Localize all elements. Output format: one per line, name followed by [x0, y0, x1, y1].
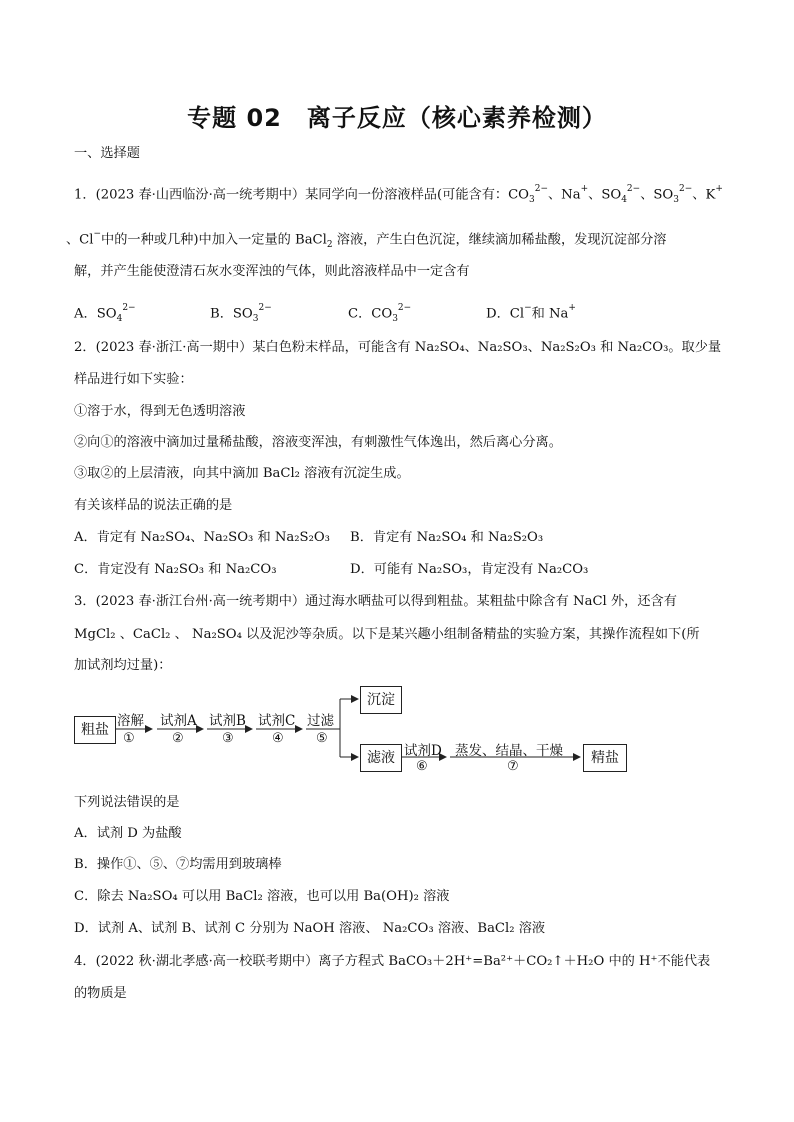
flow-label-filter: 过滤	[307, 713, 334, 729]
q1-ion-carbonate: $CO_3^{2-}$	[508, 184, 548, 206]
q3-option-c[interactable]: C．除去 Na₂SO₄ 可以用 BaCl₂ 溶液，也可以用 Ba(OH)₂ 溶液	[74, 889, 450, 904]
flow-step-7: ⑦	[507, 759, 519, 774]
flow-label-reagent-d: 试剂D	[404, 743, 442, 759]
q3-line-2: MgCl₂ 、CaCl₂ 、 Na₂SO₄ 以及泥沙等杂质。以下是某兴趣小组制备精盐的实验方案，其操作流程如下(所	[74, 627, 700, 642]
flow-label-reagent-c: 试剂C	[258, 713, 296, 729]
q2-option-d[interactable]: D．可能有 Na₂SO₃，肯定没有 Na₂CO₃	[350, 562, 589, 577]
flow-step-5: ⑤	[316, 731, 328, 746]
q2-option-a[interactable]: A．肯定有 Na₂SO₄、Na₂SO₃ 和 Na₂S₂O₃	[74, 530, 330, 545]
q2-option-c[interactable]: C．肯定没有 Na₂SO₃ 和 Na₂CO₃	[74, 562, 277, 577]
q1-line-1: 1．(2023 春·山西临汾·高一统考期中）某同学向一份溶液样品(可能含有：$CO_3^{2-}$、Na+、$SO_4^{2-}$、$SO_3^{2-}$、K+	[74, 183, 723, 208]
flow-step-3: ③	[222, 731, 234, 746]
q3-line-3: 加试剂均过量)：	[74, 658, 172, 673]
flow-label-evaporate: 蒸发、结晶、干燥	[455, 743, 563, 759]
q2-step-1: ①溶于水，得到无色透明溶液	[74, 404, 246, 419]
q4-line-2: 的物质是	[74, 986, 127, 1001]
q1-option-a[interactable]: A．$SO_4^{2-}$	[74, 303, 136, 325]
q2-line-2: 样品进行如下实验：	[74, 372, 193, 387]
q2-option-b[interactable]: B．肯定有 Na₂SO₄ 和 Na₂S₂O₃	[350, 530, 544, 545]
flow-label-dissolve: 溶解	[117, 713, 144, 729]
flow-step-2: ②	[172, 731, 184, 746]
q1-option-b[interactable]: B．$SO_3^{2-}$	[210, 303, 272, 325]
flow-label-reagent-b: 试剂B	[209, 713, 246, 729]
flow-step-1: ①	[123, 731, 135, 746]
q2-step-2: ②向①的溶液中滴加过量稀盐酸，溶液变浑浊，有刺激性气体逸出，然后离心分离。	[74, 435, 562, 450]
flow-step-6: ⑥	[416, 759, 428, 774]
flow-box-filtrate: 滤液	[360, 744, 402, 772]
q1-option-c[interactable]: C．$CO_3^{2-}$	[348, 303, 412, 325]
q1-option-d[interactable]: D．Cl−和 Na+	[486, 303, 576, 322]
q4-line-1: 4．(2022 秋·湖北孝感·高一校联考期中）离子方程式 BaCO₃＋2H⁺=Ba²⁺＋CO₂↑＋H₂O 中的 H⁺不能代表	[74, 954, 711, 969]
flow-label-reagent-a: 试剂A	[160, 713, 197, 729]
q3-line-1: 3．(2023 春·浙江台州·高一统考期中）通过海水晒盐可以得到粗盐。某粗盐中除含有 NaCl 外，还含有	[74, 594, 677, 609]
q3-option-d[interactable]: D．试剂 A、试剂 B、试剂 C 分别为 NaOH 溶液、 Na₂CO₃ 溶液、BaCl₂ 溶液	[74, 921, 546, 936]
page-title: 专题 02 离子反应（核心素养检测）	[187, 104, 607, 132]
flow-step-4: ④	[272, 731, 284, 746]
q3-option-b[interactable]: B．操作①、⑤、⑦均需用到玻璃棒	[74, 857, 282, 872]
q3-question: 下列说法错误的是	[74, 795, 180, 810]
flow-box-precipitate: 沉淀	[360, 686, 402, 714]
q2-step-3: ③取②的上层清液，向其中滴加 BaCl₂ 溶液有沉淀生成。	[74, 466, 410, 481]
q3-option-a[interactable]: A．试剂 D 为盐酸	[74, 826, 182, 841]
q2-question: 有关该样品的说法正确的是	[74, 498, 233, 513]
section-heading: 一、选择题	[74, 146, 140, 161]
flow-box-refined-salt: 精盐	[583, 744, 627, 772]
q1-line-2: 、Cl−中的一种或几种)中加入一定量的 BaCl$_2$ 溶液，产生白色沉淀，继续滴加稀盐酸，发现沉淀部分溶	[66, 229, 667, 251]
q2-line-1: 2．(2023 春·浙江·高一期中）某白色粉末样品，可能含有 Na₂SO₄、Na₂SO₃、Na₂S₂O₃ 和 Na₂CO₃。取少量	[74, 340, 722, 355]
q1-line-3: 解，并产生能使澄清石灰水变浑浊的气体，则此溶液样品中一定含有	[74, 264, 470, 279]
flow-box-crude-salt: 粗盐	[74, 716, 116, 744]
